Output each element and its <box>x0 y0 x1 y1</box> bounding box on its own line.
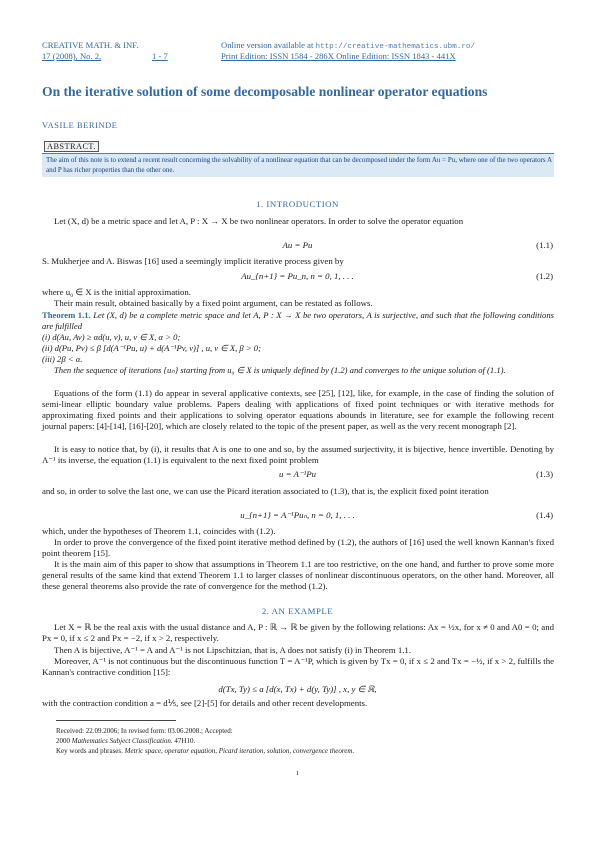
author-name: VASILE BERINDE <box>42 121 118 130</box>
journal-issue <box>42 51 101 62</box>
abstract-label: ABSTRACT. <box>44 141 99 152</box>
paragraph-11: Let X = ℝ be the real axis with the usual distance and A, P : ℝ → ℝ be given by the following relations: Ax = ½x, for x ≠ 0 and A0 = 0; and Px = 0, if x ≤ 2 and Px = −2, if x > 2, respectively. <box>42 622 554 643</box>
condition-ii: (ii) d(Pu, Pv) ≤ β [d(A⁻¹Pu, u) + d(A⁻¹Pv, v)] , u, v ∈ X, β > 0; <box>42 343 261 353</box>
online-version: Online version available at http://creative-mathematics.ubm.ro/ <box>221 40 476 51</box>
equation-1-1-number: (1.1) <box>536 240 553 250</box>
section-example-heading: 2. AN EXAMPLE <box>261 606 334 616</box>
condition-iii: (iii) 2β < α. <box>42 354 83 364</box>
equation-kannan: d(Tx, Ty) ≤ a [d(x, Tx) + d(y, Ty)] , x, y ∈ ℝ, <box>218 684 377 694</box>
paragraph-7: and so, in order to solve the last one, we can use the Picard iteration associated to (1.3), that is, the explicit fixed point iteration <box>42 486 489 496</box>
abstract-text: The aim of this note is to extend a recent result concerning the solvability of a nonlinear equation that can be decomposed under the form Au = Pu, where one of the two operators A and P has richer properties than the other one. <box>46 156 552 174</box>
paragraph-3: where u₀ ∈ X is the initial approximation. <box>42 287 192 297</box>
theorem-label: Theorem 1.1. <box>42 310 91 320</box>
equation-1-3: u = A⁻¹Pu <box>278 469 316 479</box>
footnote-keywords: Key words and phrases. Metric space, operator equation, Picard iteration, solution, convergence theorem. <box>56 747 355 755</box>
paragraph-4: Their main result, obtained basically by a fixed point argument, can be restated as follows. <box>54 298 373 308</box>
equation-1-3-number: (1.3) <box>536 469 553 479</box>
page-number: 1 <box>295 770 300 777</box>
theorem-statement: Let (X, d) be a complete metric space and let A, P : X → X be two operators, A is surjective, and such that the following conditions are fulfilled <box>42 310 554 331</box>
paragraph-2: S. Mukherjee and A. Biswas [16] used a seemingly implicit iterative process given by <box>42 256 344 266</box>
equation-1-2: Au_{n+1} = Pu_n, n = 0, 1, . . . <box>241 271 354 281</box>
online-url-link[interactable]: http://creative-mathematics.ubm.ro/ <box>315 43 476 51</box>
footnote-rule <box>56 720 176 721</box>
paragraph-1: Let (X, d) be a metric space and let A, P : X → X be two nonlinear operators. In order to solve the operator equation <box>54 216 464 226</box>
theorem-1-1 <box>42 310 554 331</box>
theorem-conclusion: Then the sequence of iterations {uₙ} starting from u₀ ∈ X is uniquely defined by (1.2) and converges to the unique solution of (1.1). <box>54 365 506 375</box>
footnote-received: Received: 22.09.2006; In revised form: 03.06.2008.; Accepted: <box>56 727 233 735</box>
equation-1-4: u_{n+1} = A⁻¹Puₙ, n = 0, 1, . . . <box>240 510 355 520</box>
condition-i: (i) d(Au, Av) ≥ αd(u, v), u, v ∈ X, α > 0; <box>42 332 181 342</box>
paragraph-8: which, under the hypotheses of Theorem 1.1, coincides with (1.2). <box>42 526 276 536</box>
paragraph-9: In order to prove the convergence of the fixed point iterative method defined by (1.2), the authors of [16] used the well known Kannan's fixed point theorem [15]. <box>42 537 554 558</box>
section-introduction-heading: 1. INTRODUCTION <box>256 199 339 209</box>
issue-label: 17 (2008), No. 2, <box>42 51 102 61</box>
page-range: 1 - 7 <box>152 51 168 61</box>
paragraph-14: with the contraction condition a = d⅕, see [2]-[5] for details and other recent developments. <box>42 698 368 708</box>
paragraph-10: It is the main aim of this paper to show that assumptions in Theorem 1.1 are too restrictive, on the one hand, and further to prove some more general results of the same kind that extend Theorem 1.1 to larger classes of nonlinear discontinuous operators, on the other hand. Moreover, all these general theorems also provide the rate of convergence for the method (1.2). <box>42 559 554 591</box>
footnote-msc: 2000 Mathematics Subject Classification. 47H10. <box>56 737 196 745</box>
paper-title: On the iterative solution of some decomposable nonlinear operator equations <box>42 84 488 99</box>
paragraph-13: Moreover, A⁻¹ is not continuous but the discontinuous function T = A⁻¹P, which is given by Tx = 0, if x ≤ 2 and Tx = −½, if x > 2, fulfills the Kannan's contractive condition [15]: <box>42 656 554 677</box>
equation-1-4-number: (1.4) <box>536 510 553 520</box>
paragraph-6: It is easy to notice that, by (i), it results that A is one to one and so, by the assumed surjectivity, it is bijective, hence invertible. Denoting by A⁻¹ its inverse, the equation (1.1) is equivalent to the next fixed point problem <box>42 444 554 465</box>
paragraph-5: Equations of the form (1.1) do appear in several applicative contexts, see [25], [12], like, for example, in the case of finding the solution of semi-linear elliptic boundary value problems. Papers dealing with applications of fixed point techniques or with iterative methods for approximating fixed points and their applications to solving operator equations abounds in literature, see for example the following recent journal papers: [4]-[14], [16]-[20], which are closely related to the topic of the present paper, as well as the very recent monograph [2]. <box>42 388 554 431</box>
print-edition: Print Edition: ISSN 1584 - 286X Online Edition: ISSN 1843 - 441X <box>221 51 456 61</box>
equation-1-2-number: (1.2) <box>536 271 553 281</box>
journal-name: CREATIVE MATH. & INF. <box>42 40 139 50</box>
equation-1-1: Au = Pu <box>282 240 313 250</box>
paragraph-12: Then A is bijective, A⁻¹ = A and A⁻¹ is not Lipschitzian, that is, A does not satisfy (i) in Theorem 1.1. <box>54 645 412 655</box>
